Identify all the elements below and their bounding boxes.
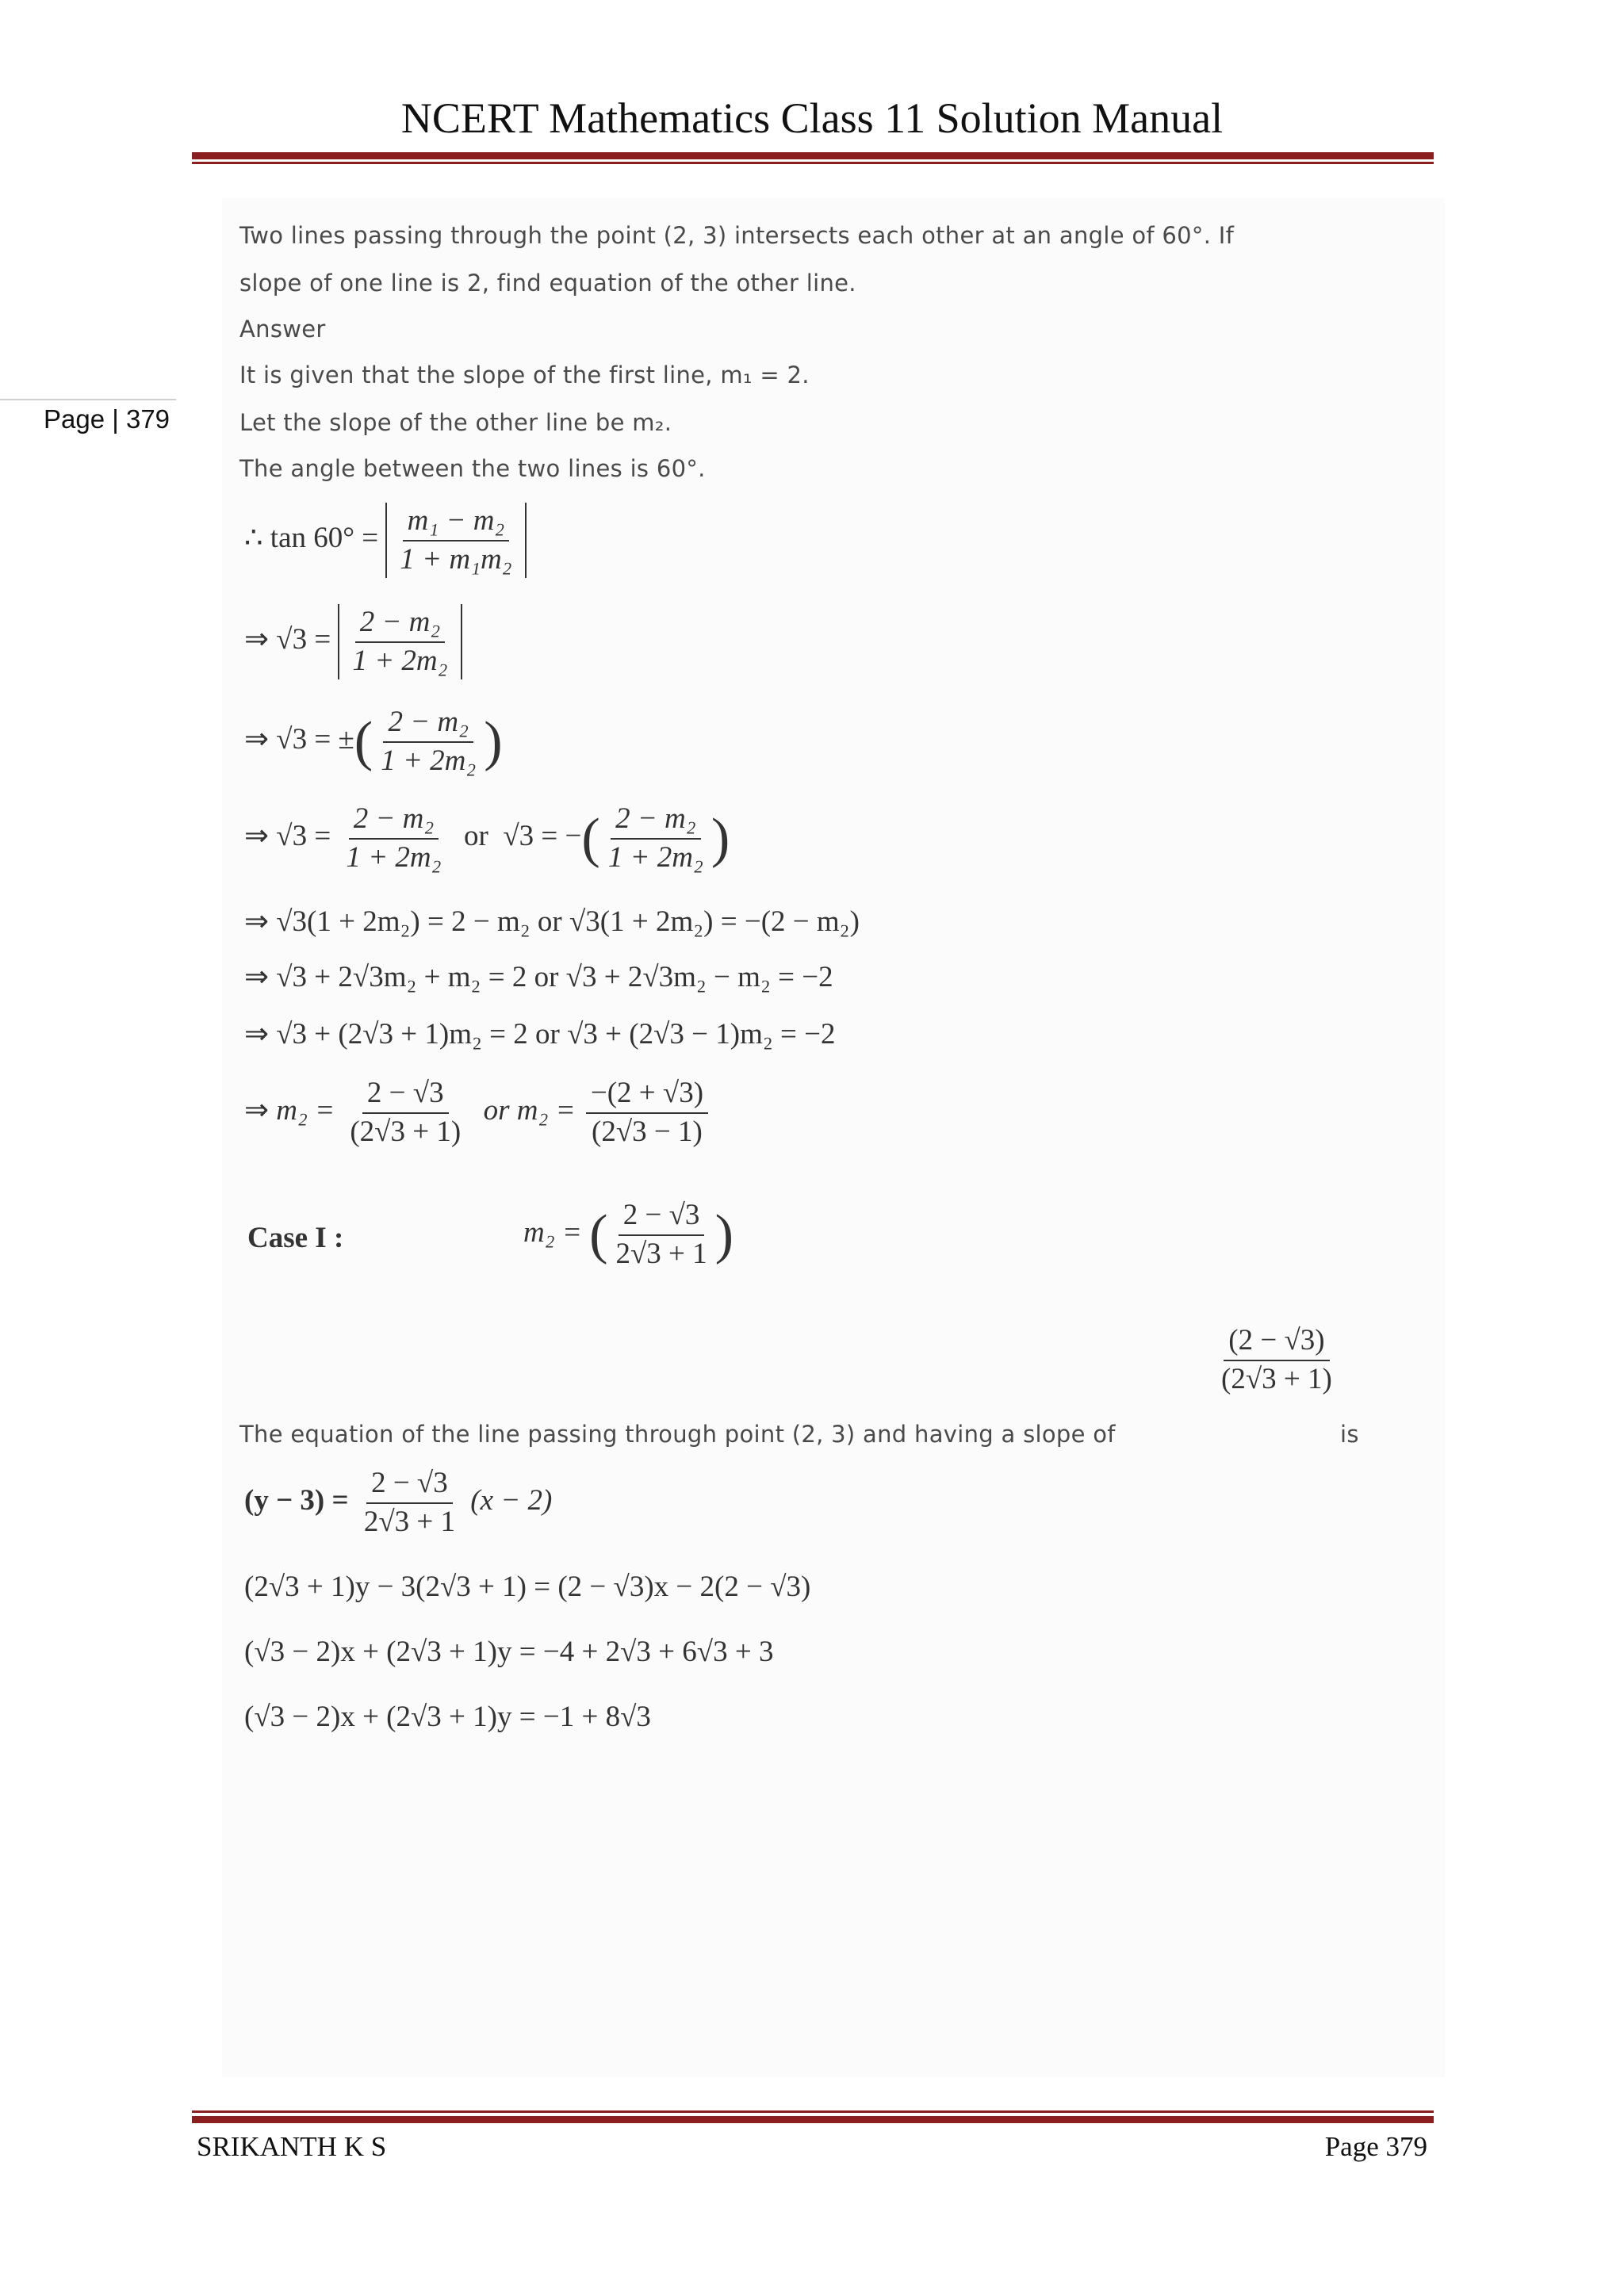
step-split: ⇒ √3 = $\frac{\text{2 − m₂}}{\text{1 + 2m₂}}$ or √3 = −( $\frac{\text{2 − m₂}}{\text{1 + 2m₂}}$ ) [244,802,730,874]
fraction-denominator: 1 + m₁m₂ [400,542,512,576]
fraction-numerator: 2 − √3 [362,1077,449,1114]
footer-rule [192,2116,1434,2123]
footer-author: SRIKANTH K S [197,2131,387,2162]
question-line-1: Two lines passing through the point (2, 3) intersects each other at an angle of 60°. If [239,222,1235,249]
line-equation-text: The equation of the line passing through point (2, 3) and having a slope of [239,1421,1116,1448]
step-collect: ⇒ √3 + 2√3m₂ + m₂ = 2 or √3 + 2√3m₂ − m₂ = −2 [244,961,833,993]
fraction [359,1467,460,1539]
step-tan60 [244,503,527,578]
implies-symbol: ⇒ [244,820,270,853]
sqrt3: √3 [276,820,308,853]
m2-equals: m₂ = [276,1094,335,1127]
header-rule [192,152,1434,159]
fraction [611,1199,711,1271]
question-line-2: slope of one line is 2, find equation of the other line. [239,270,856,297]
fraction-denominator: 2√3 + 1 [363,1505,455,1538]
fraction-denominator: 1 + 2m₂ [346,840,442,874]
footer-rule-thin [192,2110,1434,2113]
fraction-denominator: 1 + 2m₂ [352,644,448,677]
m2-equals: m₂ = [523,1216,582,1249]
fraction-numerator: −(2 + √3) [586,1077,708,1114]
fraction [376,706,481,778]
fraction-numerator: m₁ − m₂ [403,504,510,541]
sqrt3: √3 [276,623,308,656]
step-plus-minus: ⇒ √3 = ±( $\frac{\text{2 − m₂}}{\text{1 + 2m₂}}$ ) [244,706,503,777]
case-label: Case I : [247,1222,344,1254]
header-rule-thin [192,162,1434,164]
fraction-denominator: 1 + 2m₂ [381,744,477,777]
fraction-numerator: 2 − √3 [619,1199,705,1236]
eq-left: (y − 3) = [244,1484,349,1517]
fraction-numerator: 2 − m₂ [611,802,701,840]
therefore-tan60: ∴ tan 60° = [244,522,379,555]
implies-symbol: ⇒ [244,1094,270,1127]
slope-fraction [1213,1324,1340,1396]
or-m2-equals: or m₂ = [483,1094,576,1127]
fraction [341,802,446,874]
step-factor: ⇒ √3 + (2√3 + 1)m₂ = 2 or √3 + (2√3 − 1)m₂ = −2 [244,1018,836,1050]
fraction-denominator: 1 + 2m₂ [607,840,703,874]
implies-symbol: ⇒ [244,623,270,656]
fraction-numerator: (2 − √3) [1224,1324,1329,1361]
abs-bracket [385,503,526,578]
case-1-m2: m₂ = ( $\frac{2 - √3}{2√3 + 1}$ ) [523,1199,734,1270]
fraction-denominator: (2√3 + 1) [1221,1362,1332,1395]
fraction [395,504,516,576]
fraction-numerator: 2 − m₂ [383,706,473,743]
implies-symbol: ⇒ [244,723,270,756]
fraction-denominator: 2√3 + 1 [615,1237,707,1270]
fraction-denominator: (2√3 − 1) [592,1115,703,1148]
sqrt3: √3 [503,820,534,853]
let-slope-text: Let the slope of the other line be m₂. [239,409,672,436]
sqrt3: √3 [276,723,308,756]
eq-right: (x − 2) [470,1484,553,1517]
given-slope-text: It is given that the slope of the first line, m₁ = 2. [239,362,810,388]
fraction [586,1077,708,1149]
answer-label: Answer [239,316,326,342]
fraction [1216,1324,1337,1396]
equation-rearranged: (√3 − 2)x + (2√3 + 1)y = −4 + 2√3 + 6√3 + 3 [244,1636,774,1668]
fraction [345,1077,465,1149]
fraction [603,802,708,874]
fraction-numerator: 2 − √3 [366,1467,453,1504]
fraction [347,606,452,678]
page-header-title: NCERT Mathematics Class 11 Solution Manual [400,94,1224,142]
step-expand: ⇒ √3(1 + 2m₂) = 2 − m₂ or √3(1 + 2m₂) = −(2 − m₂) [244,905,860,938]
fraction-denominator: (2√3 + 1) [350,1115,462,1148]
fraction-numerator: 2 − m₂ [349,802,439,840]
angle-text: The angle between the two lines is 60°. [239,455,706,482]
equation-expanded: (2√3 + 1)y − 3(2√3 + 1) = (2 − √3)x − 2(2 − √3) [244,1571,811,1603]
abs-bracket [338,604,462,679]
footer-page-number: Page 379 [1324,2131,1427,2162]
step-solve-m2 [244,1077,711,1149]
margin-page-label: Page | 379 [44,404,170,434]
margin-divider [0,399,176,400]
case-1-label [247,1221,343,1255]
is-word: is [1340,1421,1359,1448]
fraction-numerator: 2 − m₂ [355,606,446,643]
step-abs: ⇒ √3 = $\frac{\text{2 − m₂}}{\text{1 + 2m₂}}$ [244,604,462,679]
equation-point-slope [244,1467,552,1539]
or-word: or [464,820,488,853]
equation-final: (√3 − 2)x + (2√3 + 1)y = −1 + 8√3 [244,1701,651,1733]
